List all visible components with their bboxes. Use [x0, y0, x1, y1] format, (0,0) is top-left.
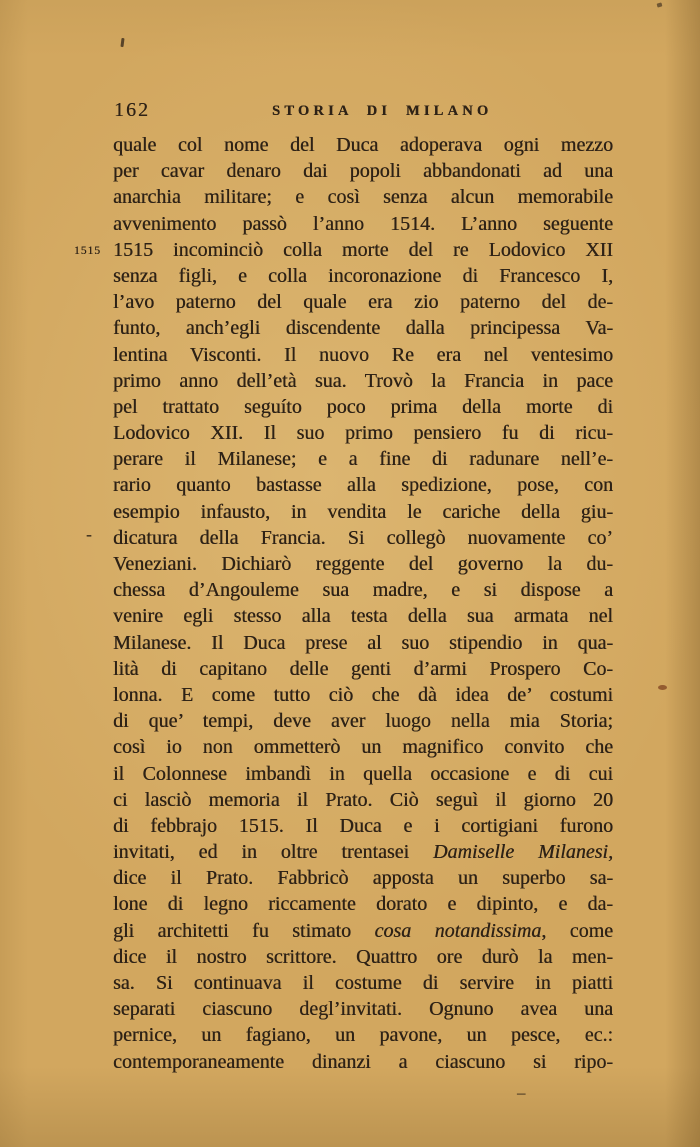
running-header: STORIA DI MILANO [272, 103, 493, 119]
text-line: perare il Milanese; e a fine di radunare nell’e- [113, 448, 613, 471]
text-line: contemporaneamente dinanzi a ciascuno si ripo- [113, 1050, 613, 1073]
text-line: lonna. E come tutto ciò che dà idea de’ costumi [113, 683, 613, 706]
text-line: dice il Prato. Fabbricò apposta un superbo sa- [113, 867, 613, 890]
text-line: lone di legno riccamente dorato e dipinto, e da- [113, 893, 613, 916]
text-line: per cavar denaro dai popoli abbandonati ad una [113, 160, 613, 183]
text-line: così io non ommetterò un magnifico convito che [113, 736, 613, 759]
margin-note-year: 1515 [74, 245, 101, 257]
text-line: chessa d’Angouleme sua madre, e si dispose a [113, 579, 613, 602]
text-line: Lodovico XII. Il suo primo pensiero fu di ricu- [113, 422, 613, 445]
text-line: Veneziani. Dichiarò reggente del governo la du- [113, 553, 613, 575]
text-line: di febbrajo 1515. Il Duca e i cortigiani furono [113, 814, 613, 837]
text-line: lità di capitano delle genti d’armi Prospero Co- [113, 657, 613, 680]
text-line: gli architetti fu stimato cosa notandissima, come [113, 919, 614, 942]
text-line: di que’ tempi, deve aver luogo nella mia Storia; [113, 710, 613, 733]
text-line: pel trattato seguíto poco prima della morte di [113, 395, 613, 418]
catchword-dash: – [517, 1083, 526, 1102]
text-line: invitati, ed in oltre trentasei Damiselle Milanesi, [113, 841, 613, 864]
text-line: il Colonnese imbandì in quella occasione e di cui [113, 762, 613, 785]
text-line: venire egli stesso alla testa della sua armata nel [113, 605, 613, 628]
text-line: ci lasciò memoria il Prato. Ciò seguì il giorno 20 [113, 788, 613, 811]
text-line: lentina Visconti. Il nuovo Re era nel ventesimo [113, 343, 613, 366]
margin-hyphen-mark: - [86, 524, 92, 544]
text-line: sa. Si continuava il costume di servire in piatti [113, 972, 613, 994]
text-line: senza figli, e colla incoronazione di Francesco I, [113, 264, 613, 287]
text-line: separati ciascuno degl’invitati. Ognuno avea una [113, 998, 613, 1021]
text-line: anarchia militare; e così senza alcun memorabile [113, 186, 613, 209]
text-line: primo anno dell’età sua. Trovò la Francia in pace [113, 369, 613, 392]
text-line: dice il nostro scrittore. Quattro ore durò la men- [113, 945, 613, 968]
text-line: funto, anch’egli discendente dalla principessa Va- [113, 317, 613, 340]
text-line: quale col nome del Duca adoperava ogni mezzo [113, 134, 613, 156]
text-line: avvenimento passò l’anno 1514. L’anno seguente [113, 212, 613, 235]
ink-speck [120, 38, 124, 47]
ink-speck [657, 2, 663, 7]
text-line: dicatura della Francia. Si collegò nuovamente co’ [113, 526, 613, 549]
page-number: 162 [114, 99, 150, 121]
ink-stain [658, 685, 667, 690]
body-text [113, 132, 613, 1075]
text-line: Milanese. Il Duca prese al suo stipendio in qua- [113, 631, 613, 654]
text-line: 1515 incominciò colla morte del re Lodovico XII [113, 238, 613, 261]
text-line: l’avo paterno del quale era zio paterno del de- [113, 291, 613, 314]
text-line: rario quanto bastasse alla spedizione, pose, con [113, 474, 613, 497]
text-line: esempio infausto, in vendita le cariche della giu- [113, 500, 613, 523]
text-line: pernice, un fagiano, un pavone, un pesce, ec.: [113, 1024, 613, 1047]
